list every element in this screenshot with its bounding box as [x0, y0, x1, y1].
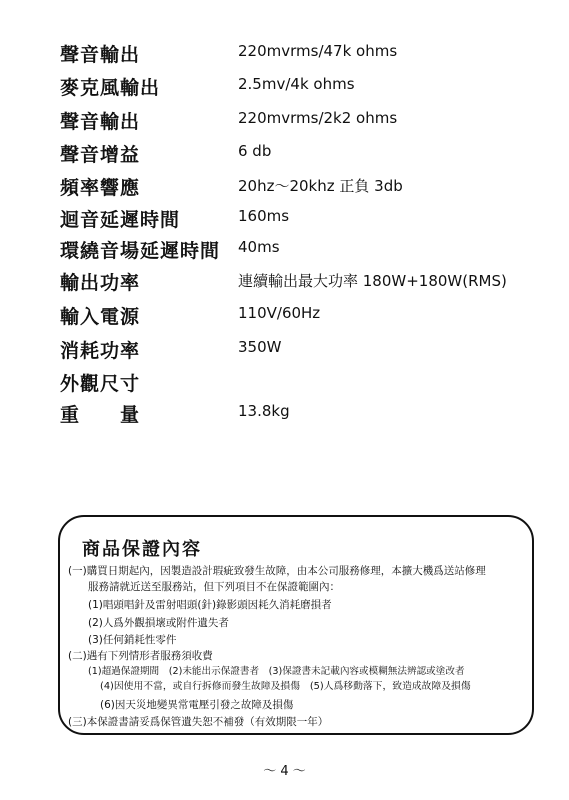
warranty-line: (1)超過保證期間 (2)未能出示保證書者 (3)保證書未記載內容或模糊無法辨認或塗改者 — [88, 666, 465, 677]
spec-value: 2.5mv/4k ohms — [238, 75, 355, 93]
spec-row-audio-gain — [0, 140, 569, 170]
spec-label: 聲音增益 — [60, 144, 141, 166]
spec-label: 迴音延遲時間 — [60, 209, 181, 231]
spec-row-power-consumption — [0, 336, 569, 366]
spec-row-audio-output-1 — [0, 40, 569, 70]
spec-label: 聲音輸出 — [60, 111, 141, 133]
spec-label: 麥克風輸出 — [60, 77, 161, 99]
spec-label: 外觀尺寸 — [60, 373, 141, 395]
spec-row-dimensions — [0, 369, 569, 399]
warranty-title: 商品保證內容 — [82, 539, 202, 560]
page-number: ～ 4 ～ — [263, 764, 306, 779]
spec-row-audio-output-2 — [0, 107, 569, 137]
spec-label: 頻率響應 — [60, 177, 141, 199]
spec-value: 220mvrms/2k2 ohms — [238, 109, 398, 127]
spec-value: 連續輸出最大功率 180W+180W(RMS) — [238, 272, 507, 290]
warranty-line: (三)本保證書請妥爲保管遺失恕不補發（有效期限一年） — [68, 716, 329, 728]
spec-value: 350W — [238, 338, 282, 356]
warranty-line: (3)任何銷耗性零件 — [88, 634, 177, 646]
spec-row-echo-delay — [0, 205, 569, 235]
spec-row-surround-delay — [0, 236, 569, 266]
spec-label: 聲音輸出 — [60, 44, 141, 66]
spec-value: 220mvrms/47k ohms — [238, 42, 398, 60]
spec-label: 輸入電源 — [60, 306, 141, 328]
spec-value: 20hz～20khz 正負 3db — [238, 177, 403, 195]
warranty-line: (2)人爲外觀損壞或附件遺失者 — [88, 617, 229, 629]
warranty-line: (二)遇有下列情形者服務須收費 — [68, 650, 213, 662]
warranty-box — [58, 515, 534, 735]
spec-row-mic-output — [0, 73, 569, 103]
spec-label: 輸出功率 — [60, 272, 141, 294]
warranty-line: (6)因天災地變異常電壓引發之故障及損傷 — [100, 699, 294, 711]
spec-value: 110V/60Hz — [238, 304, 321, 322]
warranty-line: (4)因使用不當，或自行拆修而發生故障及損傷 (5)人爲移動落下，致造成故障及損傷 — [100, 681, 471, 692]
warranty-line: (1)唱頭唱針及雷射唱頭(針)錄影頭因耗久消耗磨損者 — [88, 599, 332, 611]
spec-label: 重 量 — [60, 404, 141, 426]
warranty-line: 服務請就近送至服務站，但下列項目不在保證範圍內： — [88, 581, 340, 593]
spec-label: 消耗功率 — [60, 340, 141, 362]
spec-row-input-power — [0, 302, 569, 332]
spec-label: 環繞音場延遲時間 — [60, 240, 221, 262]
spec-row-output-power — [0, 268, 569, 298]
spec-value: 6 db — [238, 142, 272, 160]
spec-value: 13.8kg — [238, 402, 290, 420]
spec-value: 40ms — [238, 238, 280, 256]
warranty-line: (一)購買日期起內，因製造設計瑕疵致發生故障，由本公司服務修理，本擴大機爲送站修理 — [68, 565, 486, 577]
spec-row-weight — [0, 400, 569, 430]
spec-value: 160ms — [238, 207, 290, 225]
spec-row-frequency-response — [0, 173, 569, 203]
